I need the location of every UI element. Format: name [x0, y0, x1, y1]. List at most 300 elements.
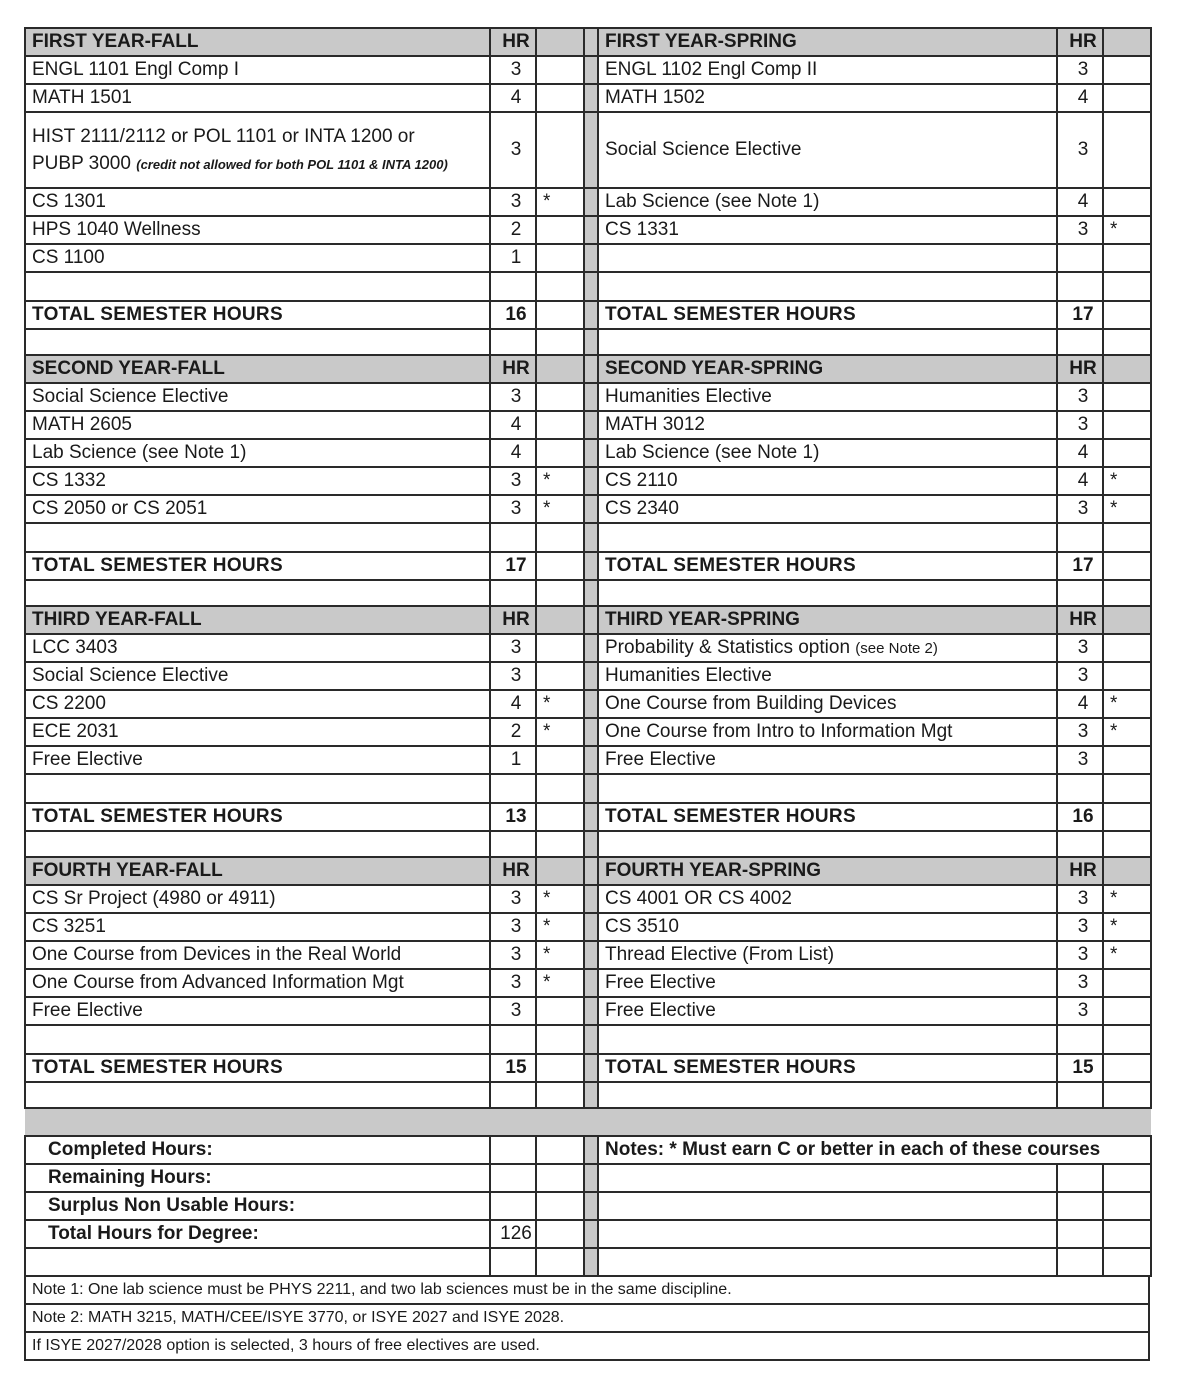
hr-header: HR — [1057, 28, 1103, 56]
grade-flag — [1103, 634, 1151, 662]
term-title: THIRD YEAR-SPRING — [598, 606, 1057, 634]
grade-flag: * — [536, 690, 584, 718]
surplus-hours-label: Surplus Non Usable Hours: — [25, 1192, 490, 1220]
empty-cell — [490, 329, 536, 355]
separator-cell — [25, 1108, 1151, 1136]
empty-cell — [1103, 803, 1151, 831]
empty-cell — [1057, 244, 1103, 272]
grade-flag: * — [1103, 913, 1151, 941]
course-name: Free Elective — [598, 997, 1057, 1025]
empty-cell — [1103, 1220, 1151, 1248]
flag-header — [1103, 28, 1151, 56]
empty-cell — [536, 1220, 584, 1248]
table-row — [25, 774, 1151, 803]
empty-cell — [598, 1220, 1057, 1248]
empty-cell — [25, 580, 490, 606]
course-hours: 4 — [1057, 188, 1103, 216]
table-row — [25, 244, 1151, 272]
column-gutter — [584, 383, 598, 411]
table-row — [25, 329, 1151, 355]
semester-total: 16 — [1057, 803, 1103, 831]
empty-cell — [490, 1192, 536, 1220]
course-name: One Course from Devices in the Real World — [25, 941, 490, 969]
course-name: CS 2340 — [598, 495, 1057, 523]
grade-flag — [536, 244, 584, 272]
prob-stats-note: (see Note 2) — [855, 640, 938, 657]
empty-cell — [1057, 1220, 1103, 1248]
empty-cell — [1103, 831, 1151, 857]
empty-cell — [1057, 580, 1103, 606]
course-name: One Course from Intro to Information Mgt — [598, 718, 1057, 746]
empty-cell — [536, 329, 584, 355]
grade-flag — [536, 383, 584, 411]
empty-cell — [598, 523, 1057, 552]
course-hours: 3 — [490, 941, 536, 969]
grade-flag: * — [536, 969, 584, 997]
empty-cell — [490, 1164, 536, 1192]
flag-header — [1103, 355, 1151, 383]
empty-cell — [536, 1164, 584, 1192]
total-row — [25, 552, 1151, 580]
grade-flag: * — [1103, 941, 1151, 969]
course-name: CS 2200 — [25, 690, 490, 718]
column-gutter — [584, 329, 598, 355]
hr-header: HR — [1057, 355, 1103, 383]
completed-hours-label: Completed Hours: — [25, 1136, 490, 1164]
total-row — [25, 301, 1151, 329]
term-title: SECOND YEAR-SPRING — [598, 355, 1057, 383]
table-row — [25, 495, 1151, 523]
course-name: CS 1332 — [25, 467, 490, 495]
table-row — [25, 1248, 1151, 1276]
column-gutter — [584, 803, 598, 831]
course-name: CS 4001 OR CS 4002 — [598, 885, 1057, 913]
table-row — [25, 188, 1151, 216]
course-hours: 3 — [1057, 997, 1103, 1025]
grade-flag: * — [1103, 495, 1151, 523]
empty-cell — [598, 272, 1057, 301]
table-row — [25, 467, 1151, 495]
column-gutter — [584, 84, 598, 112]
course-hours: 3 — [1057, 941, 1103, 969]
empty-cell — [536, 774, 584, 803]
semester-total: 15 — [1057, 1054, 1103, 1082]
total-degree-value: 126 — [490, 1220, 536, 1248]
column-gutter — [584, 606, 598, 634]
empty-cell — [598, 580, 1057, 606]
empty-cell — [598, 1164, 1057, 1192]
empty-cell — [1057, 774, 1103, 803]
course-name: Lab Science (see Note 1) — [598, 439, 1057, 467]
column-gutter — [584, 1082, 598, 1108]
empty-cell — [1103, 244, 1151, 272]
summary-row — [25, 1220, 1151, 1248]
course-hours: 4 — [1057, 690, 1103, 718]
course-name: CS 3251 — [25, 913, 490, 941]
semester-total: 15 — [490, 1054, 536, 1082]
table-row — [25, 272, 1151, 301]
table-row — [25, 913, 1151, 941]
empty-cell — [598, 329, 1057, 355]
course-name: CS 1100 — [25, 244, 490, 272]
empty-cell — [490, 272, 536, 301]
flag-header — [536, 857, 584, 885]
empty-cell — [1103, 774, 1151, 803]
empty-cell — [1103, 580, 1151, 606]
hr-header: HR — [490, 355, 536, 383]
empty-cell — [1103, 1025, 1151, 1054]
course-name: Humanities Elective — [598, 662, 1057, 690]
flag-header — [1103, 857, 1151, 885]
grade-flag — [1103, 662, 1151, 690]
total-label: TOTAL SEMESTER HOURS — [598, 301, 1057, 329]
course-name — [598, 634, 1057, 662]
note-1: Note 1: One lab science must be PHYS 2211, and two lab sciences must be in the same discipline. — [25, 1276, 1149, 1304]
semester-total: 17 — [1057, 301, 1103, 329]
column-gutter — [584, 1248, 598, 1276]
table-row — [25, 580, 1151, 606]
empty-cell — [1057, 1025, 1103, 1054]
grade-flag — [536, 216, 584, 244]
course-name: CS Sr Project (4980 or 4911) — [25, 885, 490, 913]
column-gutter — [584, 831, 598, 857]
course-hours: 3 — [1057, 383, 1103, 411]
course-hours: 3 — [490, 885, 536, 913]
course-hours: 4 — [490, 690, 536, 718]
semester-total: 17 — [490, 552, 536, 580]
course-name: One Course from Building Devices — [598, 690, 1057, 718]
course-hours: 3 — [1057, 885, 1103, 913]
course-name: ECE 2031 — [25, 718, 490, 746]
summary-row — [25, 1164, 1151, 1192]
course-hours: 3 — [490, 969, 536, 997]
course-name: CS 3510 — [598, 913, 1057, 941]
semester-total: 17 — [1057, 552, 1103, 580]
grade-flag: * — [536, 495, 584, 523]
course-hours: 3 — [1057, 216, 1103, 244]
column-gutter — [584, 969, 598, 997]
column-gutter — [584, 690, 598, 718]
remaining-hours-label: Remaining Hours: — [25, 1164, 490, 1192]
course-hours: 3 — [1057, 112, 1103, 188]
course-name: ENGL 1102 Engl Comp II — [598, 56, 1057, 84]
column-gutter — [584, 523, 598, 552]
term-title: FOURTH YEAR-FALL — [25, 857, 490, 885]
term-title: THIRD YEAR-FALL — [25, 606, 490, 634]
term-title: SECOND YEAR-FALL — [25, 355, 490, 383]
grade-flag: * — [536, 188, 584, 216]
course-name: Humanities Elective — [598, 383, 1057, 411]
empty-cell — [1057, 272, 1103, 301]
course-hours: 3 — [1057, 634, 1103, 662]
course-name: ENGL 1101 Engl Comp I — [25, 56, 490, 84]
empty-cell — [490, 523, 536, 552]
grade-flag — [536, 746, 584, 774]
empty-cell — [536, 1082, 584, 1108]
course-hours: 3 — [490, 188, 536, 216]
empty-cell — [536, 803, 584, 831]
empty-cell — [598, 1248, 1057, 1276]
prob-stats-option: Probability & Statistics option — [605, 637, 851, 658]
grade-flag — [1103, 188, 1151, 216]
table-row — [25, 216, 1151, 244]
empty-cell — [25, 1025, 490, 1054]
course-hours: 3 — [1057, 746, 1103, 774]
total-row — [25, 1054, 1151, 1082]
column-gutter — [584, 439, 598, 467]
table-row — [25, 746, 1151, 774]
grade-flag: * — [536, 718, 584, 746]
term-title: FIRST YEAR-SPRING — [598, 28, 1057, 56]
course-name: Free Elective — [25, 997, 490, 1025]
grade-flag: * — [1103, 690, 1151, 718]
grade-flag — [1103, 112, 1151, 188]
grade-flag — [536, 411, 584, 439]
course-name: Lab Science (see Note 1) — [598, 188, 1057, 216]
course-hours: 3 — [490, 383, 536, 411]
column-gutter — [584, 467, 598, 495]
empty-cell — [536, 552, 584, 580]
hr-header: HR — [1057, 606, 1103, 634]
empty-cell — [25, 1248, 490, 1276]
course-hours: 2 — [490, 216, 536, 244]
empty-cell — [1103, 1082, 1151, 1108]
empty-cell — [1057, 523, 1103, 552]
empty-cell — [536, 831, 584, 857]
term-header-row — [25, 606, 1151, 634]
empty-cell — [490, 1025, 536, 1054]
empty-cell — [598, 774, 1057, 803]
total-label: TOTAL SEMESTER HOURS — [25, 301, 490, 329]
column-gutter — [584, 411, 598, 439]
course-hours: 4 — [1057, 467, 1103, 495]
column-gutter — [584, 1164, 598, 1192]
table-row — [25, 690, 1151, 718]
course-hours: 3 — [1057, 56, 1103, 84]
course-hours: 3 — [490, 634, 536, 662]
course-hours: 3 — [490, 56, 536, 84]
grade-flag: * — [1103, 718, 1151, 746]
table-row — [25, 1082, 1151, 1108]
total-label: TOTAL SEMESTER HOURS — [598, 803, 1057, 831]
empty-cell — [1103, 329, 1151, 355]
empty-cell — [25, 329, 490, 355]
column-gutter — [584, 941, 598, 969]
table-row — [25, 718, 1151, 746]
degree-plan-table — [24, 27, 1152, 1277]
empty-cell — [490, 831, 536, 857]
course-name: HPS 1040 Wellness — [25, 216, 490, 244]
empty-cell — [1103, 1164, 1151, 1192]
total-degree-label: Total Hours for Degree: — [25, 1220, 490, 1248]
empty-cell — [1057, 1192, 1103, 1220]
course-hours: 3 — [490, 662, 536, 690]
term-header-row — [25, 857, 1151, 885]
empty-cell — [598, 831, 1057, 857]
grade-flag: * — [1103, 467, 1151, 495]
term-header-row — [25, 28, 1151, 56]
course-name: LCC 3403 — [25, 634, 490, 662]
course-name: Social Science Elective — [25, 383, 490, 411]
term-header-row — [25, 355, 1151, 383]
column-gutter — [584, 857, 598, 885]
empty-cell — [598, 1192, 1057, 1220]
course-hours: 4 — [490, 439, 536, 467]
column-gutter — [584, 28, 598, 56]
grade-flag: * — [1103, 885, 1151, 913]
course-name: Free Elective — [598, 969, 1057, 997]
table-row — [25, 84, 1151, 112]
table-row — [25, 969, 1151, 997]
flag-header — [1103, 606, 1151, 634]
empty-cell — [490, 1136, 536, 1164]
course-hours: 4 — [490, 411, 536, 439]
course-name: MATH 3012 — [598, 411, 1057, 439]
course-name: Lab Science (see Note 1) — [25, 439, 490, 467]
note-2: Note 2: MATH 3215, MATH/CEE/ISYE 3770, or ISYE 2027 and ISYE 2028. — [25, 1304, 1149, 1332]
column-gutter — [584, 1220, 598, 1248]
grade-flag: * — [536, 913, 584, 941]
empty-cell — [536, 301, 584, 329]
course-hours: 4 — [490, 84, 536, 112]
table-row — [25, 411, 1151, 439]
column-gutter — [584, 1025, 598, 1054]
course-hours: 1 — [490, 746, 536, 774]
table-row — [25, 634, 1151, 662]
empty-cell — [1103, 1192, 1151, 1220]
flag-header — [536, 606, 584, 634]
grade-flag — [1103, 383, 1151, 411]
empty-cell — [536, 1248, 584, 1276]
hist-line-1: HIST 2111/2112 or POL 1101 or INTA 1200 or — [32, 125, 415, 147]
column-gutter — [584, 301, 598, 329]
semester-total: 16 — [490, 301, 536, 329]
term-title: FOURTH YEAR-SPRING — [598, 857, 1057, 885]
table-row — [25, 1025, 1151, 1054]
hr-header: HR — [490, 857, 536, 885]
column-gutter — [584, 56, 598, 84]
flag-header — [536, 28, 584, 56]
empty-cell — [1103, 272, 1151, 301]
grade-flag — [1103, 56, 1151, 84]
column-gutter — [584, 997, 598, 1025]
empty-cell — [598, 244, 1057, 272]
column-gutter — [584, 552, 598, 580]
empty-cell — [536, 580, 584, 606]
table-row — [25, 997, 1151, 1025]
grade-flag — [536, 84, 584, 112]
total-label: TOTAL SEMESTER HOURS — [25, 552, 490, 580]
table-row — [25, 662, 1151, 690]
column-gutter — [584, 662, 598, 690]
total-row — [25, 803, 1151, 831]
empty-cell — [1103, 301, 1151, 329]
grade-flag — [1103, 969, 1151, 997]
empty-cell — [25, 1082, 490, 1108]
empty-cell — [1103, 1054, 1151, 1082]
table-row — [25, 112, 1151, 188]
course-name — [25, 112, 490, 188]
course-name: Social Science Elective — [598, 112, 1057, 188]
empty-cell — [490, 1248, 536, 1276]
column-gutter — [584, 1192, 598, 1220]
grade-flag: * — [536, 467, 584, 495]
column-gutter — [584, 746, 598, 774]
column-gutter — [584, 272, 598, 301]
course-name: CS 2110 — [598, 467, 1057, 495]
empty-cell — [598, 1082, 1057, 1108]
total-label: TOTAL SEMESTER HOURS — [598, 552, 1057, 580]
notes-header: Notes: * Must earn C or better in each of these courses — [598, 1136, 1151, 1164]
column-gutter — [584, 188, 598, 216]
course-hours: 3 — [490, 997, 536, 1025]
empty-cell — [536, 272, 584, 301]
summary-row — [25, 1192, 1151, 1220]
course-hours: 3 — [1057, 969, 1103, 997]
course-name: CS 1301 — [25, 188, 490, 216]
course-hours: 3 — [490, 112, 536, 188]
grade-flag — [536, 634, 584, 662]
course-hours: 4 — [1057, 439, 1103, 467]
course-name: MATH 1501 — [25, 84, 490, 112]
course-name: CS 1331 — [598, 216, 1057, 244]
table-row — [25, 523, 1151, 552]
column-gutter — [584, 244, 598, 272]
empty-cell — [1103, 552, 1151, 580]
total-label: TOTAL SEMESTER HOURS — [598, 1054, 1057, 1082]
column-gutter — [584, 495, 598, 523]
hr-header: HR — [1057, 857, 1103, 885]
grade-flag — [536, 56, 584, 84]
empty-cell — [536, 523, 584, 552]
column-gutter — [584, 718, 598, 746]
empty-cell — [490, 774, 536, 803]
course-name: MATH 2605 — [25, 411, 490, 439]
column-gutter — [584, 913, 598, 941]
course-hours: 3 — [490, 495, 536, 523]
course-hours: 2 — [490, 718, 536, 746]
note-3: If ISYE 2027/2028 option is selected, 3 hours of free electives are used. — [25, 1332, 1149, 1360]
footnotes-table — [24, 1275, 1150, 1361]
empty-cell — [1057, 1248, 1103, 1276]
column-gutter — [584, 580, 598, 606]
grade-flag: * — [536, 885, 584, 913]
empty-cell — [536, 1025, 584, 1054]
table-row — [25, 56, 1151, 84]
course-name: One Course from Advanced Information Mgt — [25, 969, 490, 997]
empty-cell — [536, 1192, 584, 1220]
course-hours: 3 — [490, 467, 536, 495]
empty-cell — [1103, 1248, 1151, 1276]
empty-cell — [536, 1136, 584, 1164]
course-hours: 4 — [1057, 84, 1103, 112]
column-gutter — [584, 112, 598, 188]
grade-flag — [536, 439, 584, 467]
empty-cell — [25, 272, 490, 301]
empty-cell — [490, 580, 536, 606]
empty-cell — [1057, 831, 1103, 857]
course-name: MATH 1502 — [598, 84, 1057, 112]
semester-total: 13 — [490, 803, 536, 831]
course-name: CS 2050 or CS 2051 — [25, 495, 490, 523]
total-label: TOTAL SEMESTER HOURS — [25, 1054, 490, 1082]
column-gutter — [584, 634, 598, 662]
separator-band — [25, 1108, 1151, 1136]
column-gutter — [584, 1136, 598, 1164]
degree-plan-sheet — [24, 27, 1150, 1361]
empty-cell — [1103, 523, 1151, 552]
empty-cell — [25, 523, 490, 552]
